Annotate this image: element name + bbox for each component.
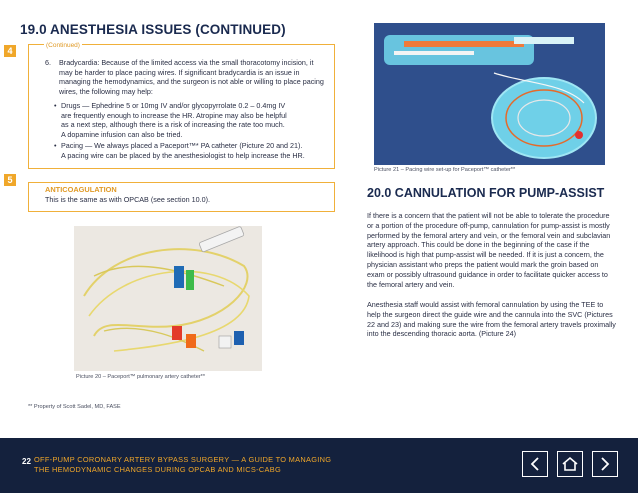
list-item-bradycardia [45, 58, 325, 96]
home-icon [561, 456, 579, 472]
section-title: 20.0 CANNULATION FOR PUMP-ASSIST [367, 186, 605, 200]
page-number: 22 [22, 457, 31, 466]
caption-picture-20: Picture 20 – Paceport™ pulmonary artery catheter** [76, 374, 206, 380]
step-badge: 5 [4, 174, 16, 186]
footer-title [34, 455, 394, 475]
footer-title-line: THE HEMODYNAMIC CHANGES DURING OPCAB AND MICS-CABG [34, 465, 282, 474]
photo-pacing-wire-setup [374, 23, 605, 165]
bullet-dot: • [54, 141, 57, 150]
bullet-line: Drugs — Ephedrine 5 or 10mg IV and/or glycopyrrolate 0.2 – 0.4mg IV [61, 101, 286, 110]
paragraph: If there is a concern that the patient will not be able to tolerate the procedure or a portion of the procedure off-pump, cannulation for pump-assist is mostly performed by the femoral artery and vein, or the femoral vein and subclavian artery approach. This could be done in the beginning of the case if the likelihood is high that pump-assist will be needed. If it is just a concern, the physician assistant who preps the patient would mark the groin based on exam or possibly ultrasound guidance in order to facilitate quicker access to the femoral artery and vein. [367, 211, 611, 289]
footnote: ** Property of Scott Sadel, MD, FASE [28, 404, 121, 410]
bullet-line: are frequently enough to increase the HR. Atropine may also be helpful [61, 110, 287, 120]
continued-label: (Continued) [46, 42, 80, 49]
caption-picture-21: Picture 21 – Pacing wire set-up for Paceport™ catheter** [374, 167, 516, 173]
home-button[interactable] [557, 451, 583, 477]
prev-page-button[interactable] [522, 451, 548, 477]
bullet-dot: • [54, 101, 57, 110]
chevron-left-icon [528, 456, 542, 472]
anticoagulation-heading: ANTICOAGULATION [45, 185, 117, 194]
next-page-button[interactable] [592, 451, 618, 477]
photo-paceport-catheter [74, 226, 262, 371]
bullet-line: A pacing wire can be placed by the anesthesiologist to help increase the HR. [61, 150, 305, 160]
bullet-line: as a next step, although there is a risk of increasing the rate too much. [61, 120, 285, 130]
bullet-pacing [54, 141, 331, 160]
bullet-drugs [54, 101, 331, 139]
step-badge: 4 [4, 45, 16, 57]
item-number: 6. [45, 58, 51, 67]
bullet-line: Pacing — We always placed a Paceport™* PA catheter (Picture 20 and 21). [61, 141, 303, 150]
bullet-line: A dopamine infusion can also be tried. [61, 129, 183, 139]
footer-title-line: OFF-PUMP CORONARY ARTERY BYPASS SURGERY — A GUIDE TO MANAGING [34, 455, 332, 464]
item-text: Bradycardia: Because of the limited access via the small thoracotomy incision, it may be harder to place pacing wires. If significant bradycardia is an issue in managing the hemodynamics, and the surgeon is not able or willing to place pacing wires, the following may help: [59, 58, 324, 96]
paragraph: Anesthesia staff would assist with femoral cannulation by using the TEE to help the surgeon direct the guide wire and the cannula into the SVC (Pictures 22 and 23) and making sure the wire from the femoral artery travels proximally into the descending thoracic aorta. (Picture 24) [367, 300, 616, 339]
section-title: 19.0 ANESTHESIA ISSUES (CONTINUED) [20, 22, 286, 37]
anticoagulation-text: This is the same as with OPCAB (see section 10.0). [45, 195, 210, 204]
chevron-right-icon [598, 456, 612, 472]
